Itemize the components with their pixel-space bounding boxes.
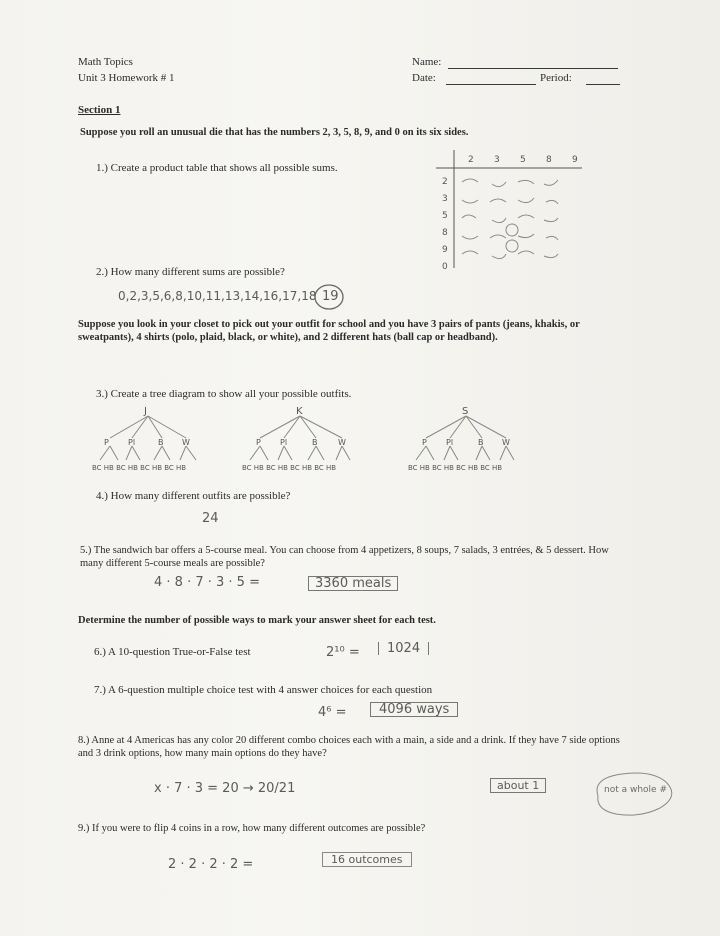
section-intro: Suppose you roll an unusual die that has the numbers 2, 3, 5, 8, 9, and 0 on its six sides.: [80, 127, 469, 138]
tree2-branch-d: W: [338, 438, 346, 447]
tree2-root: K: [296, 406, 303, 417]
tree2-branch-a: P: [256, 438, 261, 447]
q5-work: 4 · 8 · 7 · 3 · 5 =: [154, 575, 260, 590]
period-line: [586, 84, 620, 85]
table-col-header: 5: [520, 155, 526, 165]
period-label: Period:: [540, 72, 572, 84]
outfits-intro: Suppose you look in your closet to pick out your outfit for school and you have 3 pairs of pants (jeans, khakis, or sweatpants), 4 shirts (polo, plaid, black, or white), and 2 different hats (ball cap or headband).: [78, 319, 580, 343]
q6-answer: 1024: [378, 642, 429, 655]
table-col-header: 2: [468, 155, 474, 165]
date-line: [446, 84, 536, 85]
table-col-header: 8: [546, 155, 552, 165]
table-col-header: 3: [494, 155, 500, 165]
tree3-root: S: [462, 406, 469, 417]
q5-answer: 3360 meals: [308, 576, 398, 591]
tree3-branch-d: W: [502, 438, 510, 447]
question-2: 2.) How many different sums are possible?: [96, 266, 285, 278]
question-5: 5.) The sandwich bar offers a 5-course meal. You can choose from 4 appetizers, 8 soups, 7 salads, 3 entrées, & 5 dessert. How many different 5-course meals are possible?: [80, 545, 609, 569]
q7-work: 4⁶ =: [318, 705, 347, 720]
question-3: 3.) Create a tree diagram to show all your possible outfits.: [96, 388, 352, 400]
table-row-header: 3: [442, 194, 448, 204]
table-row-header: 8: [442, 228, 448, 238]
q2-work: 0,2,3,5,6,8,10,11,13,14,16,17,18: [118, 289, 317, 303]
tree1-branch-a: P: [104, 438, 109, 447]
tree2-branch-b: Pl: [280, 438, 288, 447]
tree-diagrams: [86, 404, 626, 472]
table-row-header: 2: [442, 177, 448, 187]
q9-answer: 16 outcomes: [322, 852, 412, 867]
product-table: [432, 148, 584, 272]
tree1-leaves: BC HB BC HB BC HB BC HB: [92, 464, 187, 472]
tree1-branch-d: W: [182, 438, 190, 447]
tree3-branch-c: B: [478, 438, 484, 447]
question-8: 8.) Anne at 4 Americas has any color 20 different combo choices each with a main, a side and a drink. If they have 7 side options and 3 drink options, how many main options do they have?: [78, 735, 620, 759]
tree2-leaves: BC HB BC HB BC HB BC HB: [242, 464, 337, 472]
tree3-branch-b: Pl: [446, 438, 454, 447]
q8-work: x · 7 · 3 = 20 → 20/21: [154, 781, 296, 796]
q9-work: 2 · 2 · 2 · 2 =: [168, 857, 254, 872]
question-1: 1.) Create a product table that shows all possible sums.: [96, 162, 338, 174]
tree3-leaves: BC HB BC HB BC HB BC HB: [408, 464, 503, 472]
table-col-header: 9: [572, 155, 578, 165]
course-title: Math Topics: [78, 56, 133, 68]
tree3-branch-a: P: [422, 438, 427, 447]
question-9: 9.) If you were to flip 4 coins in a row, how many different outcomes are possible?: [78, 823, 426, 834]
section-title: Section 1: [78, 104, 121, 116]
tree1-branch-c: B: [158, 438, 164, 447]
tree2-branch-c: B: [312, 438, 318, 447]
q8-answer: about 1: [490, 778, 546, 793]
test-intro: Determine the number of possible ways to mark your answer sheet for each test.: [78, 615, 436, 626]
date-label: Date:: [412, 72, 436, 84]
table-row-header: 0: [442, 262, 448, 272]
q6-work: 2¹⁰ =: [326, 645, 360, 660]
table-row-header: 5: [442, 211, 448, 221]
unit-title: Unit 3 Homework # 1: [78, 72, 175, 84]
q7-answer: 4096 ways: [370, 702, 458, 717]
name-line: [448, 68, 618, 69]
table-row-header: 9: [442, 245, 448, 255]
name-label: Name:: [412, 56, 442, 68]
question-6: 6.) A 10-question True-or-False test: [94, 646, 251, 658]
q4-answer: 24: [202, 511, 219, 526]
tree1-root: J: [144, 406, 147, 417]
question-4: 4.) How many different outfits are possible?: [96, 490, 291, 502]
question-7: 7.) A 6-question multiple choice test with 4 answer choices for each question: [94, 684, 433, 696]
tree1-branch-b: Pl: [128, 438, 136, 447]
q8-note: not a whole #: [604, 785, 667, 795]
q2-answer: 19: [322, 289, 339, 304]
